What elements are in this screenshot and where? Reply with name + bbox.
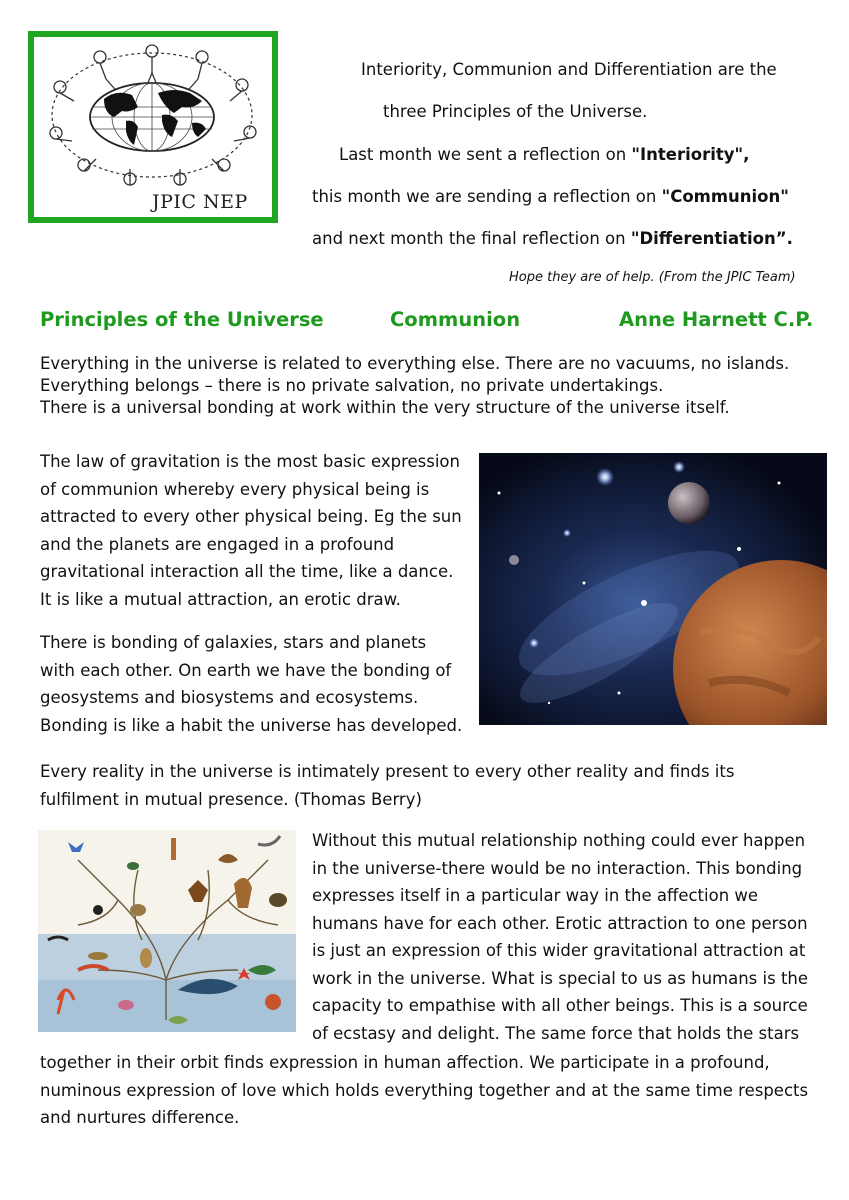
intro-line-4-text: this month we are sending a reflection on	[312, 187, 662, 206]
paragraph-1	[40, 353, 830, 419]
intro-line-5-text: and next month the final reflection on	[312, 229, 631, 248]
paragraph-thomas-berry: Every reality in the universe is intimately present to every other reality and finds its fulfilment in mutual presence. (Thomas Berry)	[40, 762, 735, 809]
paragraph-bonding: There is bonding of galaxies, stars and planets with each other. On earth we have the bonding of geosystems and biosystems and ecosystems. Bonding is like a habit the universe has developed.	[40, 633, 463, 735]
heading-title: Principles of the Universe	[40, 308, 324, 331]
paragraph-1-line-2: Everything belongs – there is no private salvation, no private undertakings.	[40, 376, 664, 395]
intro-differentiation: "Differentiation”.	[630, 229, 793, 248]
globe-with-people-circle-icon	[34, 37, 272, 217]
paragraph-1-line-1: Everything in the universe is related to everything else. There are no vacuums, no islands.	[40, 354, 790, 373]
intro-line-4	[312, 187, 789, 206]
heading-author: Anne Harnett C.P.	[619, 308, 814, 331]
logo-text: JPIC NEP	[152, 191, 248, 213]
intro-line-2: three Principles of the Universe.	[383, 102, 648, 121]
intro-line-5	[312, 229, 793, 248]
paragraph-relationship-continued: together in their orbit finds expression in human affection. We participate in a profound, numinous expression of love which holds everything together and at the same time respects and nurtures difference.	[40, 1053, 809, 1127]
planets-in-space-image	[479, 453, 827, 725]
paragraph-1-line-3: There is a universal bonding at work within the very structure of the universe itself.	[40, 398, 730, 417]
tree-of-life-animals-image	[38, 830, 296, 1032]
intro-line-3	[339, 145, 749, 164]
intro-communion: "Communion"	[661, 187, 789, 206]
planets-in-space-icon	[479, 453, 827, 725]
tree-of-life-icon	[38, 830, 296, 1032]
heading-topic: Communion	[390, 308, 521, 331]
signoff: Hope they are of help. (From the JPIC Team)	[509, 270, 796, 285]
paragraph-gravitation: The law of gravitation is the most basic expression of communion whereby every physical being is attracted to every other physical being. Eg the sun and the planets are engaged in a profound gravitational interaction all the time, like a dance. It is like a mutual attraction, an erotic draw.	[40, 452, 462, 609]
intro-line-1: Interiority, Communion and Differentiation are the	[361, 60, 777, 79]
intro-line-3-text: Last month we sent a reflection on	[339, 145, 632, 164]
paragraph-relationship: Without this mutual relationship nothing could ever happen in the universe-there would be no interaction. This bonding expresses itself in a particular way in the affection we humans have for each other. Erotic attraction to one person is just an expression of this wider gravitational attraction at work in the universe. What is special to us as humans is the capacity to empathise with all other beings. This is a source of ecstasy and delight. The same force that holds the stars	[312, 831, 809, 1043]
intro-interiority: "Interiority",	[631, 145, 750, 164]
jpic-nep-logo	[28, 31, 278, 223]
